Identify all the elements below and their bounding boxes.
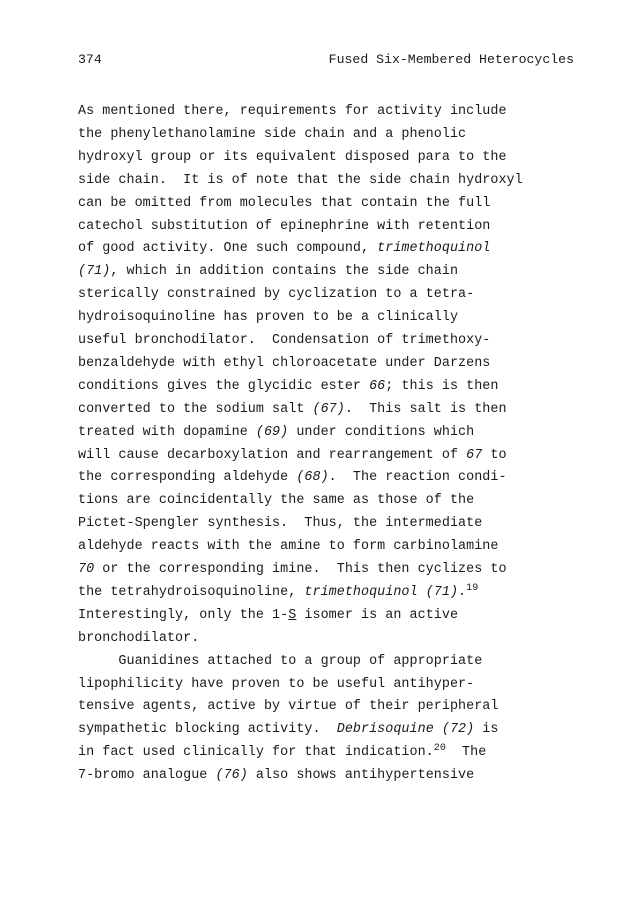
text-line bbox=[78, 490, 474, 512]
text-line bbox=[78, 307, 458, 329]
text-line bbox=[78, 605, 458, 627]
text-run: to bbox=[482, 447, 507, 463]
text-line bbox=[78, 696, 498, 718]
text-line bbox=[78, 651, 482, 673]
text-line bbox=[78, 170, 523, 192]
text-line bbox=[78, 238, 490, 260]
text-line bbox=[78, 467, 507, 489]
text-run: tions are coincidentally the same as those of the bbox=[78, 493, 475, 509]
italic-text: 67 bbox=[466, 447, 483, 463]
text-run: bronchodilator. bbox=[78, 630, 200, 646]
text-line bbox=[78, 261, 458, 283]
text-line bbox=[78, 330, 490, 352]
text-run: the phenylethanolamine side chain and a phenolic bbox=[78, 126, 467, 142]
text-run: treated with dopamine bbox=[78, 424, 256, 440]
text-run: . The reaction condi- bbox=[328, 470, 507, 486]
text-run: catechol substitution of epinephrine with retention bbox=[78, 218, 491, 234]
text-line bbox=[78, 536, 498, 558]
text-line bbox=[78, 719, 498, 741]
text-line bbox=[78, 284, 474, 306]
text-run: aldehyde reacts with the amine to form carbinolamine bbox=[78, 539, 499, 555]
text-run: the corresponding aldehyde bbox=[78, 470, 297, 486]
text-run: or the corresponding imine. This then cyclizes to bbox=[94, 562, 507, 577]
text-line bbox=[78, 216, 490, 238]
text-line bbox=[78, 445, 507, 467]
text-run: sympathetic blocking activity. bbox=[78, 722, 337, 738]
text-line bbox=[78, 101, 507, 123]
text-run: will cause decarboxylation and rearrangement of bbox=[78, 447, 467, 463]
text-run: The bbox=[445, 745, 487, 761]
text-line bbox=[78, 124, 466, 146]
text-run: Pictet-Spengler synthesis. Thus, the intermediate bbox=[78, 516, 483, 532]
text-run: useful bronchodilator. Condensation of trimethoxy- bbox=[78, 333, 491, 348]
footnote-ref: 20 bbox=[433, 743, 446, 755]
text-line bbox=[78, 147, 507, 169]
italic-text: (71) bbox=[78, 264, 111, 280]
italic-text: trimethoquinol (71) bbox=[304, 584, 459, 600]
text-run: conditions gives the glycidic ester bbox=[78, 378, 370, 394]
text-line bbox=[78, 353, 490, 375]
text-run: sterically constrained by cyclization to a tetra- bbox=[78, 287, 475, 303]
text-line bbox=[78, 513, 482, 535]
text-line bbox=[78, 193, 490, 215]
italic-text: 70 bbox=[78, 562, 95, 577]
text-line bbox=[78, 422, 474, 444]
text-run: can be omitted from molecules that contain the full bbox=[78, 195, 491, 211]
text-line bbox=[78, 559, 507, 581]
text-line bbox=[78, 765, 474, 787]
text-run: . This salt is then bbox=[344, 401, 507, 417]
text-line bbox=[78, 742, 486, 764]
text-run: also shows antihypertensive bbox=[247, 768, 475, 784]
running-head: Fused Six-Membered Heterocycles bbox=[328, 52, 574, 67]
text-run: Interestingly, only the 1- bbox=[78, 607, 289, 623]
text-run: . bbox=[458, 584, 467, 600]
text-run: hydroisoquinoline has proven to be a clinically bbox=[78, 310, 459, 326]
text-run: ; this is then bbox=[385, 378, 499, 394]
text-run: converted to the sodium salt bbox=[78, 401, 313, 417]
text-line bbox=[78, 674, 474, 696]
text-run: is bbox=[474, 722, 499, 738]
italic-text: (67) bbox=[312, 401, 345, 417]
page-header bbox=[78, 52, 574, 72]
italic-text: 66 bbox=[369, 378, 386, 394]
text-run: lipophilicity have proven to be useful antihyper- bbox=[78, 676, 475, 692]
text-run: isomer is an active bbox=[296, 607, 459, 623]
underlined-text: S bbox=[288, 607, 297, 623]
text-run: benzaldehyde with ethyl chloroacetate under Darzens bbox=[78, 355, 491, 371]
text-run: the tetrahydroisoquinoline, bbox=[78, 584, 305, 600]
text-line bbox=[78, 582, 478, 604]
text-run: under conditions which bbox=[288, 424, 475, 440]
italic-text: (69) bbox=[255, 424, 289, 440]
text-line bbox=[78, 628, 199, 650]
italic-text: (76) bbox=[215, 768, 248, 784]
footnote-ref: 19 bbox=[466, 582, 479, 594]
text-run: of good activity. One such compound, bbox=[78, 241, 378, 257]
italic-text: Debrisoquine (72) bbox=[336, 722, 475, 738]
text-run: , which in addition contains the side chain bbox=[110, 264, 459, 280]
text-run: in fact used clinically for that indication. bbox=[78, 745, 434, 761]
text-run: As mentioned there, requirements for activity include bbox=[78, 104, 507, 119]
text-line bbox=[78, 376, 498, 398]
text-line bbox=[78, 399, 507, 421]
italic-text: trimethoquinol bbox=[377, 241, 491, 257]
text-run: hydroxyl group or its equivalent disposed para to the bbox=[78, 149, 507, 165]
italic-text: (68) bbox=[296, 470, 329, 486]
text-run: side chain. It is of note that the side chain hydroxyl bbox=[78, 172, 523, 188]
text-run: tensive agents, active by virtue of their peripheral bbox=[78, 699, 499, 715]
text-run: Guanidines attached to a group of appropriate bbox=[78, 653, 483, 669]
page-number: 374 bbox=[78, 52, 102, 67]
text-run: 7-bromo analogue bbox=[78, 768, 216, 784]
